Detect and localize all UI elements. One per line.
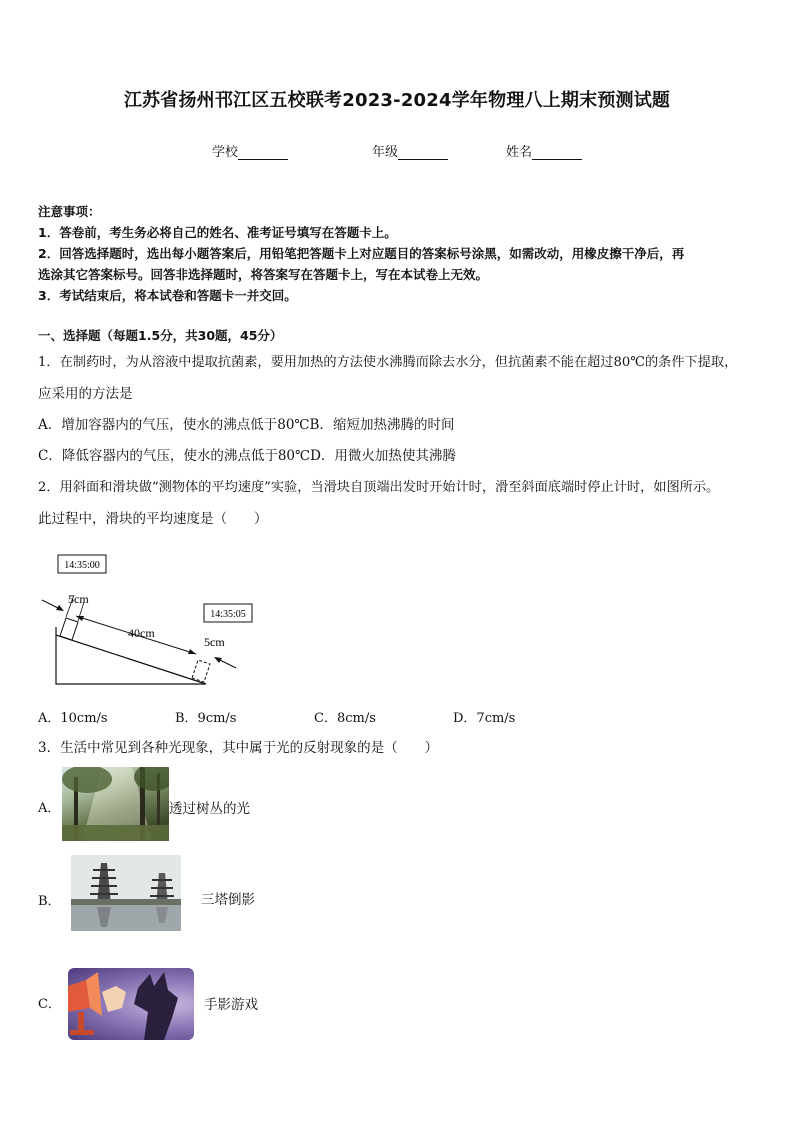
notes-item: 1．答卷前，考生务必将自己的姓名、准考证号填写在答题卡上。 — [38, 225, 397, 240]
hand-shadow-photo — [68, 968, 194, 1040]
q3-option-b-caption: 三塔倒影 — [201, 892, 255, 908]
distance-arrow-end — [188, 649, 196, 654]
name-label: 姓名 — [506, 145, 533, 160]
incline-figure — [36, 550, 266, 695]
incline-surface — [56, 635, 206, 684]
q2-option-a: A．10cm/s — [38, 711, 108, 726]
school-blank — [238, 146, 288, 160]
q3-option-a-caption: 透过树丛的光 — [169, 801, 250, 817]
q2-option-b: B．9cm/s — [175, 711, 237, 726]
forest-light-photo — [62, 767, 169, 841]
grade-field — [372, 141, 448, 160]
q1-options-cd: C．降低容器内的气压，使水的沸点低于80℃D．用微火加热使其沸腾 — [38, 448, 456, 464]
school-label: 学校 — [212, 145, 239, 160]
q2-stem-line2: 此过程中，滑块的平均速度是（ ） — [38, 511, 268, 527]
section-heading: 一、选择题（每题1.5分，共30题，45分） — [38, 328, 283, 343]
q3-option-c-caption: 手影游戏 — [204, 997, 258, 1013]
q1-options-ab: A．增加容器内的气压，使水的沸点低于80℃B．缩短加热沸腾的时间 — [38, 417, 455, 433]
q2-option-c: C．8cm/s — [314, 711, 376, 726]
top-block — [60, 618, 78, 640]
school-field — [212, 141, 288, 160]
name-blank — [532, 146, 582, 160]
q3-stem: 3．生活中常见到各种光现象，其中属于光的反射现象的是（ ） — [38, 740, 439, 756]
name-field — [506, 141, 582, 160]
start-timer-label: 14:35:00 — [64, 560, 100, 571]
q3-option-a-letter: A． — [38, 801, 61, 816]
q2-option-d: D．7cm/s — [453, 711, 516, 726]
pagoda-reflection-photo — [71, 855, 181, 931]
grade-label: 年级 — [372, 145, 399, 160]
top-pointer-arrow — [56, 605, 64, 611]
bottom-block-label: 5cm — [204, 635, 225, 649]
notes-item: 2．回答选择题时，选出每小题答案后，用铅笔把答题卡上对应题目的答案标号涂黑，如需改动，用橡皮擦干净后，再 — [38, 246, 685, 261]
notes-item: 3．考试结束后，将本试卷和答题卡一并交回。 — [38, 288, 297, 303]
notes-block — [38, 201, 758, 306]
q1-stem-line2: 应采用的方法是 — [38, 386, 133, 402]
notes-heading: 注意事项： — [38, 204, 101, 219]
q3-option-c-letter: C． — [38, 997, 61, 1012]
grade-blank — [398, 146, 448, 160]
end-timer-label: 14:35:05 — [210, 609, 246, 620]
distance-arrow-start — [76, 616, 84, 621]
distance-label: 40cm — [128, 626, 155, 640]
notes-item: 选涂其它答案标号。回答非选择题时，将答案写在答题卡上，写在本试卷上无效。 — [38, 267, 489, 282]
exam-title: 江苏省扬州邗江区五校联考2023-2024学年物理八上期末预测试题 — [123, 90, 671, 111]
bottom-block — [192, 660, 210, 682]
q1-stem-line1: 1．在制药时，为从溶液中提取抗菌素，要用加热的方法使水沸腾而除去水分，但抗菌素不能在超过80℃的条件下提取， — [38, 355, 738, 370]
q3-option-b-letter: B． — [38, 894, 61, 909]
q2-stem-line1: 2．用斜面和滑块做“测物体的平均速度”实验，当滑块自顶端出发时开始计时，滑至斜面底端时停止计时，如图所示。 — [38, 480, 720, 495]
top-block-label: 5cm — [68, 592, 89, 606]
